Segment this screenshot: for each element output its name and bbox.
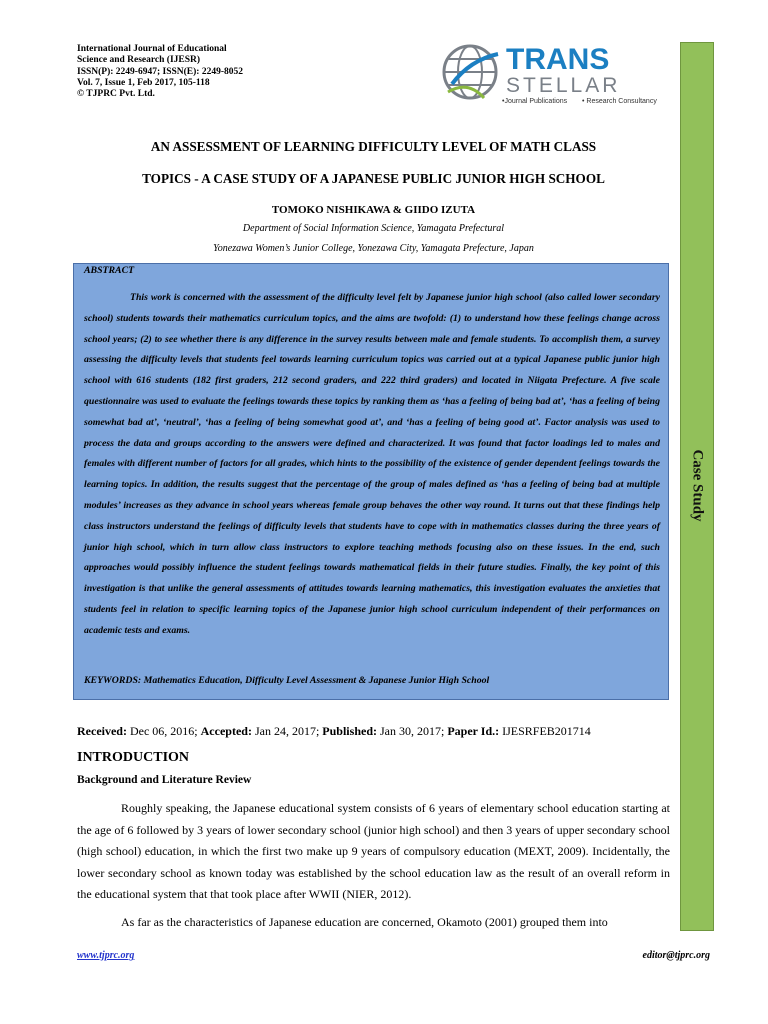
accepted-date: Jan 24, 2017;	[254, 724, 320, 738]
side-category-label: Case Study	[689, 449, 706, 522]
paper-id-label: Paper Id.:	[447, 724, 500, 738]
journal-info	[77, 44, 317, 100]
paper-authors: TOMOKO NISHIKAWA & GIIDO IZUTA	[271, 204, 476, 216]
logo-tag1: •Journal Publications	[502, 98, 568, 105]
logo-word2: STELLAR	[506, 74, 621, 97]
paper-id: IJESRFEB201714	[502, 724, 591, 738]
journal-line: ISSN(P): 2249-6947; ISSN(E): 2249-8052	[77, 66, 243, 77]
accepted-label: Accepted:	[200, 724, 252, 738]
footer-email: editor@tjprc.org	[642, 950, 710, 961]
subsection-heading: Background and Literature Review	[77, 774, 252, 786]
side-category-label-wrap	[680, 42, 714, 929]
journal-line: Vol. 7, Issue 1, Feb 2017, 105-118	[77, 77, 210, 88]
section-heading: INTRODUCTION	[77, 750, 190, 765]
footer-website-link[interactable]: www.tjprc.org	[77, 950, 135, 961]
journal-line: International Journal of Educational	[77, 44, 227, 54]
journal-line: © TJPRC Pvt. Ltd.	[77, 89, 155, 100]
abstract-keywords: KEYWORDS: Mathematics Education, Difficulty Level Assessment & Japanese Junior High School	[84, 675, 490, 686]
logo-tag2: • Research Consultancy	[582, 98, 657, 105]
abstract-heading: ABSTRACT	[84, 265, 135, 276]
affiliation-line2: Yonezawa Women’s Junior College, Yonezawa City, Yamagata Prefecture, Japan	[213, 243, 534, 254]
received-label: Received:	[77, 724, 127, 738]
journal-line: Science and Research (IJESR)	[77, 55, 201, 66]
received-date: Dec 06, 2016;	[129, 724, 198, 738]
logo-word1: TRANS	[506, 43, 610, 76]
affiliation-line1: Department of Social Information Science, Yamagata Prefectural	[242, 223, 505, 234]
publication-dates	[77, 724, 677, 739]
published-date: Jan 30, 2017;	[379, 724, 445, 738]
abstract-body: This work is concerned with the assessment of the difficulty level felt by Japanese junior high school (also called lower secondary school) students towards their mathematics curriculum topics, and the aims are twofold: (1) to understand how these feelings change across school years; (2) to see whether there is any difference in the survey results between male and female students. To accomplish them, a survey assessing the difficulty levels that students feel towards learning curriculum topics was carried out at a typical Japanese public junior high school with 616 students (182 first graders, 212 second graders, and 222 third graders) and located in Niigata Prefecture. A five scale questionnaire was used to evaluate the feelings towards these topics by ranking them as ‘has a feeling of being bad at’, ‘has a feeling of being somewhat bad at’, ‘neutral’, ‘has a feeling of being somewhat good at’, and ‘has a feeling of being good at’. Factor analysis was used to process the data and groups according to the answers were defined and characterized. It was found that factor loadings led to males and females with different number of factors for all grades, which hints to the possibility of the existence of gender dependent feelings towards the learning topics. In addition, the results suggest that the percentage of the group of males defined as ‘has a feeling of being bad at multiple modules’ increases as they advance in school years whereas female group behaves the other way round. It turns out that these findings help class instructors understand the feelings of difficulty levels that students have to cope with in mathematics classes during the three years of junior high school, which in turn allow class instructors to explore teaching methods focusing also on these issues. In the end, such approaches would possibly influence the student feelings towards mathematical fields in their future studies. Finally, the key point of this investigation is that unlike the general assessments of attitudes towards learning mathematics, this investigation evaluates the anxieties that students feel in relation to specific learning topics of the Japanese junior high school curriculum independent of their performances on academic tests and exams.	[84, 292, 660, 636]
transstellar-logo	[440, 40, 670, 110]
published-label: Published:	[322, 724, 377, 738]
paper-title-line2: TOPICS - A CASE STUDY OF A JAPANESE PUBLIC JUNIOR HIGH SCHOOL	[142, 171, 605, 186]
body-paragraph: Roughly speaking, the Japanese educational system consists of 6 years of elementary school education starting at the age of 6 followed by 3 years of lower secondary school (junior high school) and then 3 years of upper secondary school (high school) education, in which the first two make up 9 years of compulsory education (MEXT, 2009). Incidentally, the lower secondary school as known today was established by the school education law as the result of an overall reform in the educational system that that took place after WWII (NIER, 2012).	[77, 801, 670, 902]
globe-icon	[444, 46, 498, 98]
paper-title-line1: AN ASSESSMENT OF LEARNING DIFFICULTY LEVEL OF MATH CLASS	[150, 139, 597, 154]
body-paragraph: As far as the characteristics of Japanese education are concerned, Okamoto (2001) grouped them into	[121, 915, 608, 929]
